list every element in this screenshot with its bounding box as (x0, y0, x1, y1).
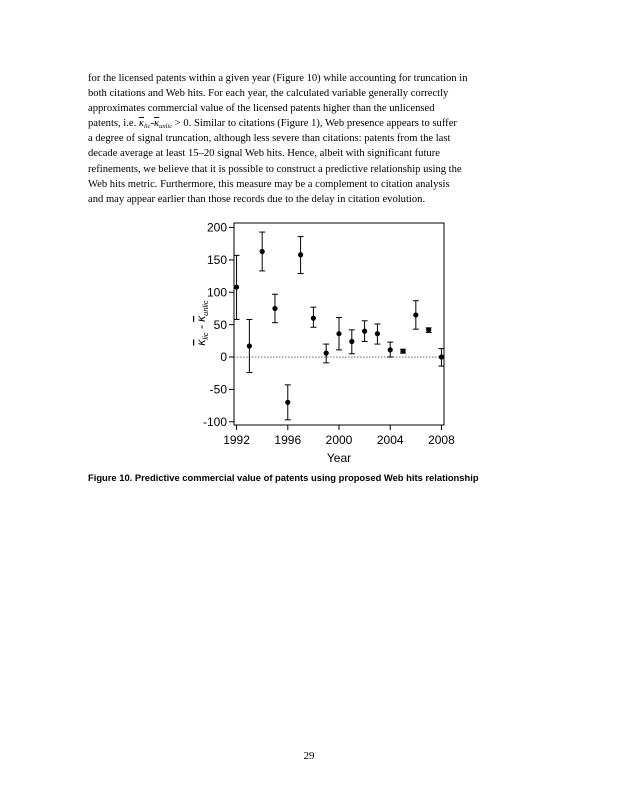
text-line: decade average at least 15–20 signal Web hits. Hence, albeit with significant future (88, 148, 440, 160)
data-point (426, 327, 431, 332)
text-line: both citations and Web hits. For each year, the calculated variable generally correctly (88, 88, 449, 100)
data-point (413, 312, 418, 317)
y-tick-label: 100 (206, 285, 227, 300)
y-tick-label: -100 (202, 414, 227, 429)
y-axis-title (194, 300, 210, 345)
y-title-sub-unlic: unlic (201, 300, 210, 316)
x-tick-label: 1992 (223, 433, 250, 447)
data-point (362, 329, 367, 334)
subscript-lic: lic (144, 123, 151, 131)
data-point (285, 400, 290, 405)
text-fragment: patents, i.e. (88, 118, 139, 130)
data-point (375, 331, 380, 336)
data-point (234, 284, 239, 289)
data-point (272, 306, 277, 311)
data-point (439, 354, 444, 359)
text-fragment: > 0. Similar to citations (Figure 1), Web presence appears to suffer (172, 118, 457, 130)
minus-sign: - (150, 118, 155, 130)
y-tick-label: 0 (220, 350, 227, 365)
text-line: refinements, we believe that it is possible to construct a predictive relationship using the (88, 163, 462, 175)
data-point (311, 316, 316, 321)
x-axis-title: Year (326, 451, 352, 465)
kappa-symbol: $\overline{\kappa}$ (154, 118, 160, 130)
x-tick-label: 1996 (274, 433, 302, 447)
kappa-symbol: $\overline{\kappa}$ (138, 118, 144, 130)
y-title-kappa: κ (194, 339, 208, 346)
data-point (324, 351, 329, 356)
data-point (260, 249, 265, 254)
data-point (336, 331, 341, 336)
y-tick-label: 50 (213, 317, 227, 332)
data-point (400, 349, 405, 354)
y-tick-label: 200 (206, 220, 227, 235)
text-line: and may appear earlier than those records due to the delay in citation evolution. (88, 193, 426, 205)
text-line: a degree of signal truncation, although less severe than citations: patents from the last (88, 133, 451, 145)
data-point (388, 347, 393, 352)
y-tick-label: 150 (206, 253, 227, 268)
x-tick-label: 2000 (325, 433, 353, 447)
data-point (247, 343, 252, 348)
x-tick-label: 2008 (428, 433, 455, 447)
svg-text:κlic - κunlic (194, 300, 210, 345)
text-line: for the licensed patents within a given year (Figure 10) while accounting for truncation in (88, 73, 468, 84)
y-title-sub-lic: lic (201, 332, 210, 340)
y-tick-label: -50 (209, 382, 227, 397)
data-point (298, 252, 303, 257)
data-point (349, 339, 354, 344)
subscript-unlic: unlic (159, 123, 173, 131)
text-line: approximates commercial value of the licensed patents higher than the unlicensed (88, 103, 435, 115)
page-number: 29 (303, 750, 315, 762)
figure-caption: Figure 10. Predictive commercial value of patents using proposed Web hits relationship (88, 472, 479, 483)
text-line: Web hits metric. Furthermore, this measure may be a complement to citation analysis (88, 178, 450, 190)
y-title-minus: - (194, 321, 208, 333)
y-title-kappa: κ (194, 315, 208, 322)
x-tick-label: 2004 (376, 433, 404, 447)
